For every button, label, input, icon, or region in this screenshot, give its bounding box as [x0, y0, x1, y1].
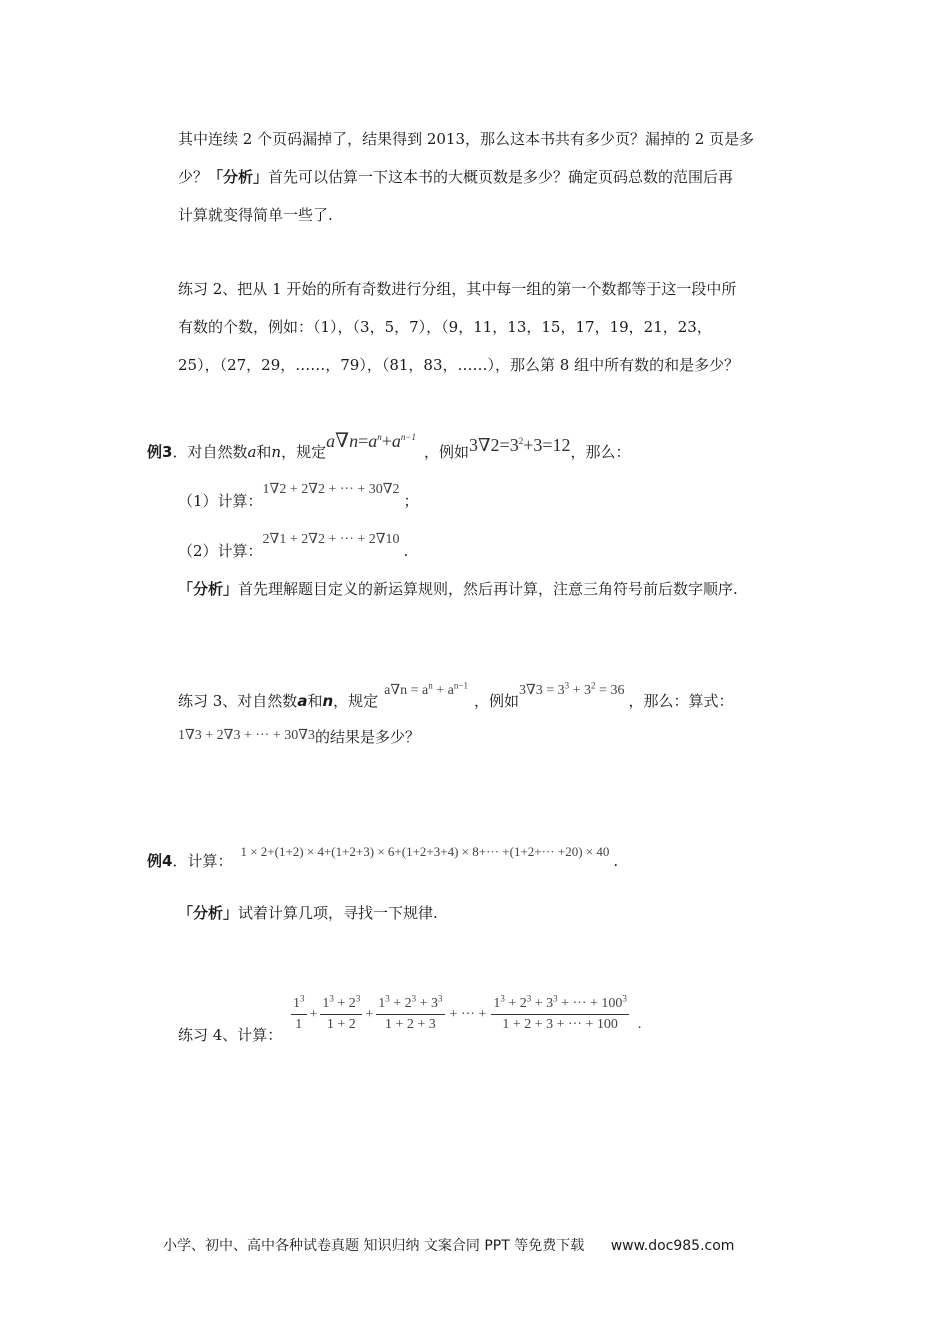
q2-expression: 2∇1 + 2∇2 + ··· + 2∇10: [262, 532, 400, 547]
var-n: n: [322, 692, 334, 710]
rule-text: ，规定: [333, 692, 379, 710]
example4-analysis: [178, 903, 438, 923]
analysis-text: 试着计算几项，寻找一下规律.: [238, 904, 438, 922]
analysis-label: 「分析」: [178, 904, 239, 922]
para1-line2: [178, 167, 733, 187]
example3-line: [147, 430, 631, 462]
footer-text: 小学、初中、高中各种试卷真题 知识归纳 文案合同 PPT 等免费下载: [163, 1238, 585, 1254]
practice2-line2: 有数的个数，例如：（1），（3，5，7），（9，11，13，15，17，19，21，23，: [178, 318, 712, 336]
var-n: n: [271, 443, 282, 461]
definition-formula: $a\nabla n = a^n + a^{n-1}$: [384, 680, 468, 698]
eg-text: ，例如: [473, 692, 519, 710]
definition-formula: $a\nabla n=a^n+a^{n-1}$: [326, 430, 416, 452]
practice2-line1: 练习 2、把从 1 开始的所有奇数进行分组，其中每一组的第一个数都等于这一段中所: [178, 280, 737, 298]
example3-q1: [178, 482, 419, 513]
plus-sign: +: [309, 1006, 318, 1022]
fraction-2: $\frac{1^3 + 2^3}{1 + 2}$: [322, 993, 361, 1032]
practice4-expression: [288, 993, 642, 1033]
then-text: ，那么：算式：: [628, 692, 734, 710]
fraction-4: $\frac{1^3 + 2^3 + 3^3 + \cdot\cdot\cdot + 100^3}{1 + 2 + 3 + \cdot\cdot\cdot + 100}$: [493, 993, 627, 1032]
q1-label: （1）计算：: [178, 492, 263, 510]
example-formula: $3\nabla 2=3^2+3=12$: [468, 435, 571, 455]
example3-label: 例3: [147, 443, 173, 461]
q2-end: .: [403, 542, 409, 560]
fraction-3: $\frac{1^3 + 2^3 + 3^3}{1 + 2 + 3}$: [378, 993, 443, 1032]
and-text: 和: [256, 443, 272, 461]
analysis-label: 「分析」: [208, 168, 269, 186]
practice4-end: .: [637, 1016, 642, 1032]
rule-text: ，规定: [281, 443, 327, 461]
example-formula: $3\nabla 3 = 3^3 + 3^2 = 36$: [518, 680, 625, 698]
q1-end: ；: [403, 492, 419, 510]
example4-end: .: [613, 852, 619, 870]
eg-text: ，例如: [423, 443, 469, 461]
practice3-line2: [178, 727, 420, 749]
example4-expression: 1 × 2+(1+2) × 4+(1+2+3) × 6+(1+2+3+4) × 8+··· +(1+2+··· +20) × 40: [240, 844, 610, 859]
ellipsis: + ··· +: [449, 1006, 487, 1022]
practice3-pre: 练习 3、对自然数: [178, 692, 298, 710]
example3-q2: [178, 532, 409, 563]
para1-line3: 计算就变得简单一些了.: [178, 206, 333, 224]
plus-sign: +: [365, 1006, 374, 1022]
example4-line: [147, 844, 619, 872]
var-a: a: [247, 443, 257, 461]
practice2-line3: 25），（27，29，……，79），（81，83，……），那么第 8 组中所有数的和是多少？: [178, 356, 740, 374]
q1-expression: 1∇2 + 2∇2 + ··· + 30∇2: [262, 482, 400, 497]
para1-line2-pre: 少？: [178, 168, 209, 186]
practice3-line1: [178, 680, 734, 713]
example4-intro: ．计算：: [172, 852, 233, 870]
para1-line1: 其中连续 2 个页码漏掉了，结果得到 2013，那么这本书共有多少页？漏掉的 2 页是多: [178, 130, 755, 148]
example3-analysis: [178, 579, 738, 599]
para1-line2-post: 首先可以估算一下这本书的大概页数是多少？确定页码总数的范围后再: [268, 168, 734, 186]
footer: [163, 1236, 734, 1256]
var-a: a: [297, 692, 308, 710]
fraction-1: $\frac{1^3}{1}$: [293, 993, 305, 1032]
footer-url[interactable]: www.doc985.com: [610, 1238, 735, 1254]
then-text: ，那么：: [570, 443, 631, 461]
and-text: 和: [307, 692, 323, 710]
practice3-question: 的结果是多少？: [315, 728, 421, 746]
example3-intro: ．对自然数: [172, 443, 248, 461]
q2-label: （2）计算：: [178, 542, 263, 560]
example4-label: 例4: [147, 852, 173, 870]
practice3-expression: 1∇3 + 2∇3 + ··· + 30∇3: [178, 728, 315, 743]
practice4-label: 练习 4、计算：: [178, 1026, 283, 1044]
analysis-label: 「分析」: [178, 580, 239, 598]
analysis-text: 首先理解题目定义的新运算规则，然后再计算，注意三角符号前后数字顺序.: [238, 580, 738, 598]
